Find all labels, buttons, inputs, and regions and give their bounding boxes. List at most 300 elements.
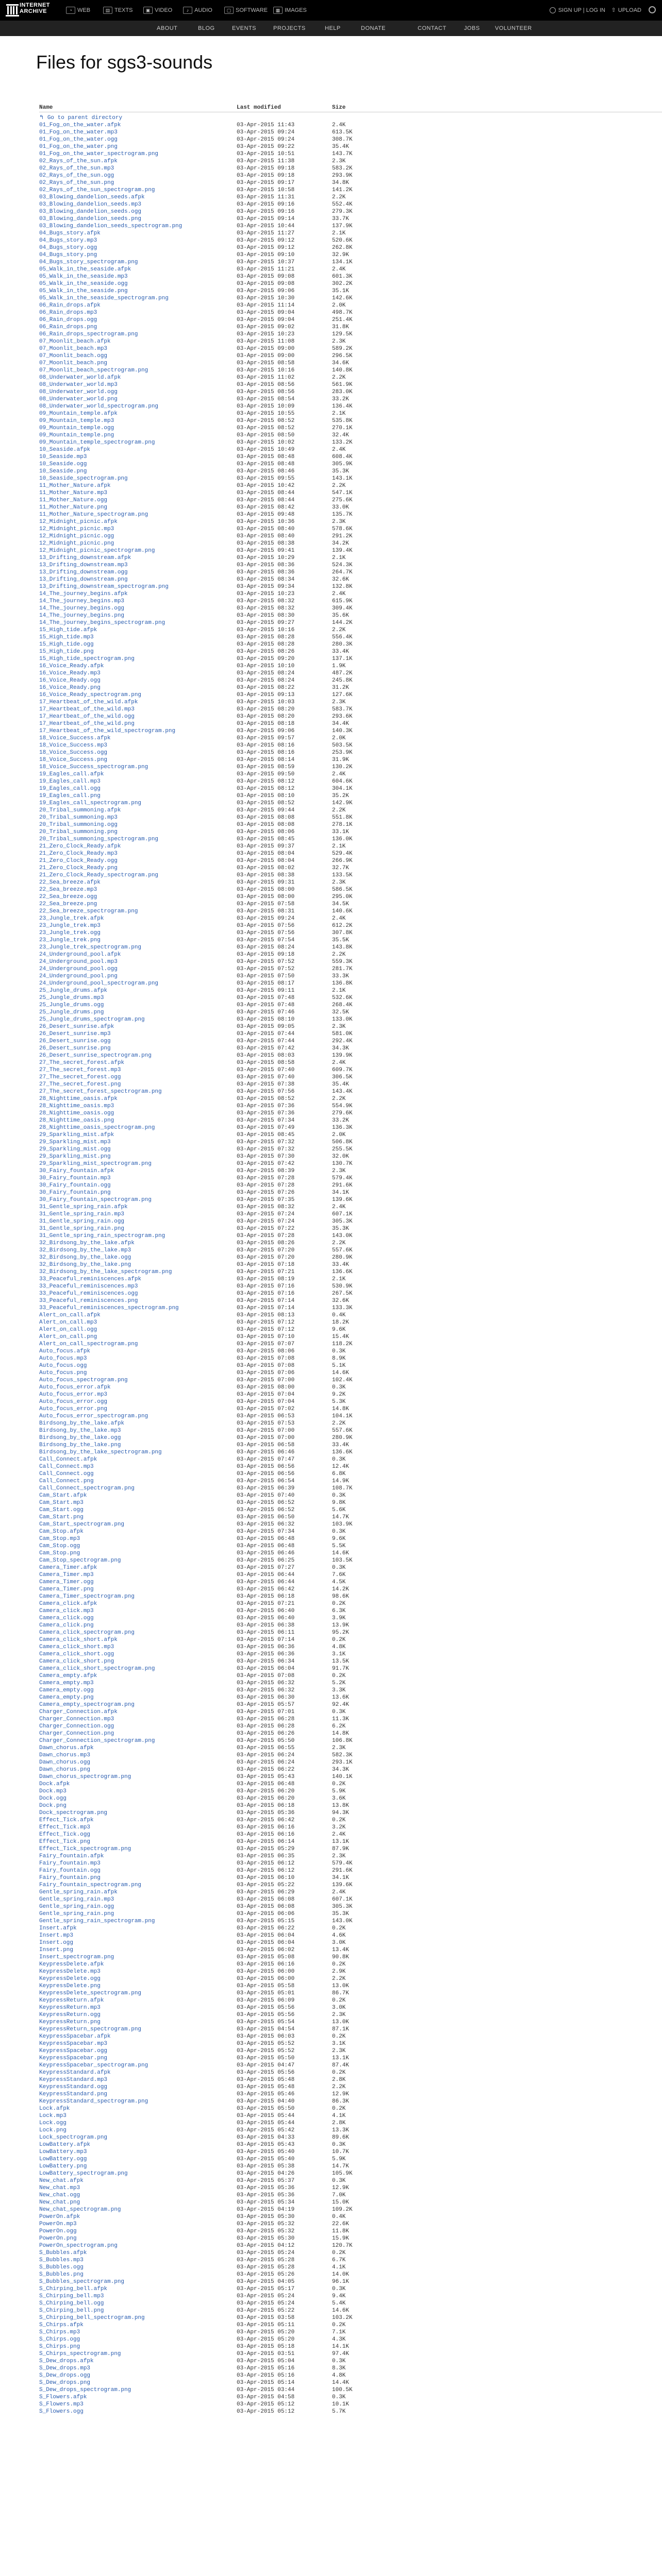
file-name-link[interactable]: 25_Jungle_drums.png xyxy=(39,1009,104,1015)
file-name-link[interactable]: 31_Gentle_spring_rain.afpk xyxy=(39,1204,128,1210)
file-name-link[interactable]: 28_Nighttime_oasis.mp3 xyxy=(39,1103,114,1109)
file-name-link[interactable]: 21_Zero_Clock_Ready.mp3 xyxy=(39,851,118,857)
file-name-link[interactable]: 17_Heartbeat_of_the_wild.mp3 xyxy=(39,706,135,713)
file-name-link[interactable]: 30_Fairy_fountain.afpk xyxy=(39,1168,114,1174)
file-name-link[interactable]: KeypressStandard.ogg xyxy=(39,2084,108,2090)
file-name-link[interactable]: 24_Underground_pool.mp3 xyxy=(39,959,118,965)
file-name-link[interactable]: 27_The_secret_forest.ogg xyxy=(39,1074,121,1080)
file-name-link[interactable]: Camera_click_spectrogram.png xyxy=(39,1630,135,1636)
file-name-link[interactable]: 01_Fog_on_the_water_spectrogram.png xyxy=(39,151,159,157)
file-name-link[interactable]: Cam_Start.mp3 xyxy=(39,1500,84,1506)
file-name-link[interactable]: 22_Sea_breeze.png xyxy=(39,901,97,907)
nav-texts[interactable] xyxy=(103,5,133,15)
file-name-link[interactable]: Alert_on_call_spectrogram.png xyxy=(39,1341,138,1347)
column-header-name[interactable]: Name xyxy=(39,105,53,111)
file-name-link[interactable]: Cam_Stop.mp3 xyxy=(39,1536,80,1542)
file-name-link[interactable]: 22_Sea_breeze_spectrogram.png xyxy=(39,908,138,914)
file-name-link[interactable]: KeypressReturn_spectrogram.png xyxy=(39,2026,142,2032)
file-name-link[interactable]: Birdsong_by_the_lake.png xyxy=(39,1442,121,1448)
file-name-link[interactable]: 13_Drifting_downstream.png xyxy=(39,577,128,583)
file-name-link[interactable]: 21_Zero_Clock_Ready.ogg xyxy=(39,858,118,864)
file-name-link[interactable]: 11_Mother_Nature_spectrogram.png xyxy=(39,512,148,518)
file-name-link[interactable]: Alert_on_call.ogg xyxy=(39,1327,97,1333)
file-name-link[interactable]: 11_Mother_Nature.png xyxy=(39,504,108,511)
file-name-link[interactable]: Camera_click_short.mp3 xyxy=(39,1644,114,1650)
file-name-link[interactable]: 09_Mountain_temple.mp3 xyxy=(39,418,114,424)
file-name-link[interactable]: 10_Seaside.afpk xyxy=(39,447,91,453)
file-name-link[interactable]: 04_Bugs_story.ogg xyxy=(39,245,97,251)
file-name-link[interactable]: 15_High_tide.png xyxy=(39,649,94,655)
file-name-link[interactable]: Insert.ogg xyxy=(39,1940,74,1946)
file-name-link[interactable]: Camera_empty.ogg xyxy=(39,1687,94,1693)
file-name-link[interactable]: Alert_on_call.png xyxy=(39,1334,97,1340)
file-name-link[interactable]: Lock.afpk xyxy=(39,2106,70,2112)
file-name-link[interactable]: Auto_focus_error.mp3 xyxy=(39,1392,108,1398)
file-name-link[interactable]: Fairy_fountain.ogg xyxy=(39,1868,101,1874)
file-name-link[interactable]: Fairy_fountain_spectrogram.png xyxy=(39,1882,142,1888)
file-name-link[interactable]: Cam_Start.afpk xyxy=(39,1493,87,1499)
file-name-link[interactable]: 02_Rays_of_the_sun.ogg xyxy=(39,173,114,179)
file-name-link[interactable]: 03_Blowing_dandelion_seeds.afpk xyxy=(39,194,145,200)
file-name-link[interactable]: 30_Fairy_fountain_spectrogram.png xyxy=(39,1197,152,1203)
column-header-last-modified[interactable]: Last modified xyxy=(237,105,281,111)
file-name-link[interactable]: 28_Nighttime_oasis.ogg xyxy=(39,1110,114,1116)
file-name-link[interactable]: 12_Midnight_picnic_spectrogram.png xyxy=(39,548,155,554)
subnav-contact[interactable]: CONTACT xyxy=(418,25,446,31)
file-name-link[interactable]: 08_Underwater_world.png xyxy=(39,396,118,402)
file-name-link[interactable]: 29_Sparkling_mist.mp3 xyxy=(39,1139,111,1145)
column-header-size[interactable]: Size xyxy=(332,105,346,111)
file-name-link[interactable]: Dock.afpk xyxy=(39,1781,70,1787)
file-name-link[interactable]: 13_Drifting_downstream_spectrogram.png xyxy=(39,584,169,590)
file-name-link[interactable]: Auto_focus.afpk xyxy=(39,1348,91,1354)
file-name-link[interactable]: 31_Gentle_spring_rain.ogg xyxy=(39,1218,125,1225)
file-name-link[interactable]: 20_Tribal_summoning.ogg xyxy=(39,822,118,828)
file-name-link[interactable]: 31_Gentle_spring_rain.png xyxy=(39,1226,125,1232)
file-name-link[interactable]: 15_High_tide.ogg xyxy=(39,641,94,648)
file-name-link[interactable]: Auto_focus.mp3 xyxy=(39,1355,87,1362)
file-name-link[interactable]: 32_Birdsong_by_the_lake_spectrogram.png xyxy=(39,1269,172,1275)
file-name-link[interactable]: Lock.mp3 xyxy=(39,2113,67,2119)
file-name-link[interactable]: 11_Mother_Nature.afpk xyxy=(39,483,111,489)
file-name-link[interactable]: 05_Walk_in_the_seaside.mp3 xyxy=(39,274,128,280)
file-name-link[interactable]: S_Dew_drops.mp3 xyxy=(39,2365,91,2371)
file-name-link[interactable]: 15_High_tide_spectrogram.png xyxy=(39,656,135,662)
file-name-link[interactable]: S_Chirping_bell.afpk xyxy=(39,2286,108,2292)
file-name-link[interactable]: 02_Rays_of_the_sun.png xyxy=(39,180,114,186)
nav-audio[interactable] xyxy=(183,5,212,15)
file-name-link[interactable]: Camera_click_short.ogg xyxy=(39,1651,114,1657)
file-name-link[interactable]: Camera_Timer.mp3 xyxy=(39,1572,94,1578)
file-name-link[interactable]: 17_Heartbeat_of_the_wild_spectrogram.png xyxy=(39,728,176,734)
file-name-link[interactable]: PowerOn.ogg xyxy=(39,2228,77,2234)
file-name-link[interactable]: 05_Walk_in_the_seaside_spectrogram.png xyxy=(39,295,169,301)
file-name-link[interactable]: 24_Underground_pool.afpk xyxy=(39,952,121,958)
file-name-link[interactable]: KeypressReturn.png xyxy=(39,2019,101,2025)
file-name-link[interactable]: 19_Eagles_call_spectrogram.png xyxy=(39,800,142,806)
file-name-link[interactable]: S_Flowers.afpk xyxy=(39,2394,87,2400)
subnav-jobs[interactable]: JOBS xyxy=(464,25,480,31)
file-name-link[interactable]: 14_The_journey_begins_spectrogram.png xyxy=(39,620,166,626)
file-name-link[interactable]: Gentle_spring_rain.png xyxy=(39,1911,114,1917)
file-name-link[interactable]: Cam_Start_spectrogram.png xyxy=(39,1521,125,1528)
file-name-link[interactable]: 24_Underground_pool.png xyxy=(39,973,118,979)
file-name-link[interactable]: 30_Fairy_fountain.ogg xyxy=(39,1182,111,1189)
file-name-link[interactable]: 33_Peaceful_reminiscences.mp3 xyxy=(39,1283,138,1290)
file-name-link[interactable]: 22_Sea_breeze.mp3 xyxy=(39,887,97,893)
file-name-link[interactable]: Camera_Timer.ogg xyxy=(39,1579,94,1585)
file-name-link[interactable]: KeypressSpacebar.ogg xyxy=(39,2048,108,2054)
file-name-link[interactable]: 30_Fairy_fountain.png xyxy=(39,1190,111,1196)
file-name-link[interactable]: 33_Peaceful_reminiscences.afpk xyxy=(39,1276,142,1282)
file-name-link[interactable]: 19_Eagles_call.mp3 xyxy=(39,778,101,785)
file-name-link[interactable]: S_Chirps.mp3 xyxy=(39,2329,80,2335)
file-name-link[interactable]: 26_Desert_sunrise.mp3 xyxy=(39,1031,111,1037)
file-name-link[interactable]: 17_Heartbeat_of_the_wild.afpk xyxy=(39,699,138,705)
file-name-link[interactable]: 25_Jungle_drums.afpk xyxy=(39,988,108,994)
file-name-link[interactable]: 01_Fog_on_the_water.afpk xyxy=(39,122,121,128)
file-name-link[interactable]: 18_Voice_Success.afpk xyxy=(39,735,111,741)
file-name-link[interactable]: 31_Gentle_spring_rain_spectrogram.png xyxy=(39,1233,166,1239)
subnav-about[interactable]: ABOUT xyxy=(157,25,178,31)
file-name-link[interactable]: New_chat_spectrogram.png xyxy=(39,2207,121,2213)
file-name-link[interactable]: 32_Birdsong_by_the_lake.png xyxy=(39,1262,131,1268)
search-icon[interactable] xyxy=(649,6,656,13)
file-name-link[interactable]: Cam_Start.ogg xyxy=(39,1507,84,1513)
file-name-link[interactable]: 15_High_tide.mp3 xyxy=(39,634,94,640)
file-name-link[interactable]: KeypressSpacebar_spectrogram.png xyxy=(39,2062,148,2069)
file-name-link[interactable]: KeypressDelete.ogg xyxy=(39,1976,101,1982)
file-name-link[interactable]: S_Chirps_spectrogram.png xyxy=(39,2351,121,2357)
file-name-link[interactable]: 16_Voice_Ready.afpk xyxy=(39,663,104,669)
file-name-link[interactable]: 29_Sparkling_mist.png xyxy=(39,1154,111,1160)
file-name-link[interactable]: 13_Drifting_downstream.afpk xyxy=(39,555,131,561)
file-name-link[interactable]: Cam_Start.png xyxy=(39,1514,84,1520)
file-name-link[interactable]: S_Chirps.png xyxy=(39,2344,80,2350)
file-name-link[interactable]: S_Flowers.ogg xyxy=(39,2409,84,2415)
file-name-link[interactable]: 27_The_secret_forest_spectrogram.png xyxy=(39,1089,162,1095)
file-name-link[interactable]: Insert_spectrogram.png xyxy=(39,1954,114,1960)
file-name-link[interactable]: 32_Birdsong_by_the_lake.afpk xyxy=(39,1240,135,1246)
file-name-link[interactable]: 21_Zero_Clock_Ready.png xyxy=(39,865,118,871)
file-name-link[interactable]: 20_Tribal_summoning.mp3 xyxy=(39,815,118,821)
file-name-link[interactable]: KeypressDelete.png xyxy=(39,1983,101,1989)
file-name-link[interactable]: 21_Zero_Clock_Ready.afpk xyxy=(39,843,121,850)
file-name-link[interactable]: Birdsong_by_the_lake.afpk xyxy=(39,1420,125,1427)
file-name-link[interactable]: 12_Midnight_picnic.png xyxy=(39,540,114,547)
file-name-link[interactable]: LowBattery.afpk xyxy=(39,2142,91,2148)
file-name-link[interactable]: 27_The_secret_forest.mp3 xyxy=(39,1067,121,1073)
file-name-link[interactable]: Charger_Connection.png xyxy=(39,1731,114,1737)
file-name-link[interactable]: S_Dew_drops_spectrogram.png xyxy=(39,2387,131,2393)
file-name-link[interactable]: 24_Underground_pool_spectrogram.png xyxy=(39,980,159,987)
file-name-link[interactable]: 12_Midnight_picnic.mp3 xyxy=(39,526,114,532)
file-name-link[interactable]: KeypressStandard.png xyxy=(39,2091,108,2097)
file-name-link[interactable]: 03_Blowing_dandelion_seeds.ogg xyxy=(39,209,142,215)
file-name-link[interactable]: 01_Fog_on_the_water.png xyxy=(39,144,118,150)
file-name-link[interactable]: 05_Walk_in_the_seaside.ogg xyxy=(39,281,128,287)
file-name-link[interactable]: 22_Sea_breeze.afpk xyxy=(39,879,101,886)
file-name-link[interactable]: Auto_focus_error_spectrogram.png xyxy=(39,1413,148,1419)
file-name-link[interactable]: 27_The_secret_forest.afpk xyxy=(39,1060,125,1066)
file-name-link[interactable]: Charger_Connection.afpk xyxy=(39,1709,118,1715)
file-name-link[interactable]: KeypressReturn.afpk xyxy=(39,1997,104,2004)
file-name-link[interactable]: KeypressReturn.mp3 xyxy=(39,2005,101,2011)
file-name-link[interactable]: 16_Voice_Ready.png xyxy=(39,685,101,691)
file-name-link[interactable]: 30_Fairy_fountain.mp3 xyxy=(39,1175,111,1181)
file-name-link[interactable]: 23_Jungle_trek.mp3 xyxy=(39,923,101,929)
file-name-link[interactable]: 24_Underground_pool.ogg xyxy=(39,966,118,972)
file-name-link[interactable]: Fairy_fountain.png xyxy=(39,1875,101,1881)
file-name-link[interactable]: Dawn_chorus.mp3 xyxy=(39,1752,91,1758)
file-name-link[interactable]: Camera_click.png xyxy=(39,1622,94,1629)
file-name-link[interactable]: Insert.mp3 xyxy=(39,1933,74,1939)
file-name-link[interactable]: 05_Walk_in_the_seaside.afpk xyxy=(39,266,131,273)
file-name-link[interactable]: 03_Blowing_dandelion_seeds_spectrogram.png xyxy=(39,223,183,229)
file-name-link[interactable]: Camera_empty.mp3 xyxy=(39,1680,94,1686)
file-name-link[interactable]: Dock.png xyxy=(39,1803,67,1809)
file-name-link[interactable]: 02_Rays_of_the_sun.mp3 xyxy=(39,165,114,172)
file-name-link[interactable]: 33_Peaceful_reminiscences_spectrogram.png xyxy=(39,1305,179,1311)
file-name-link[interactable]: New_chat.ogg xyxy=(39,2192,80,2198)
file-name-link[interactable]: Fairy_fountain.afpk xyxy=(39,1853,104,1859)
file-name-link[interactable]: Call_Connect_spectrogram.png xyxy=(39,1485,135,1492)
file-name-link[interactable]: Gentle_spring_rain.mp3 xyxy=(39,1896,114,1903)
file-name-link[interactable]: 02_Rays_of_the_sun.afpk xyxy=(39,158,118,164)
file-name-link[interactable]: 17_Heartbeat_of_the_wild.ogg xyxy=(39,714,135,720)
file-name-link[interactable]: Lock.png xyxy=(39,2127,67,2133)
file-name-link[interactable]: Dawn_chorus.afpk xyxy=(39,1745,94,1751)
file-name-link[interactable]: New_chat.png xyxy=(39,2199,80,2206)
file-name-link[interactable]: Cam_Stop.ogg xyxy=(39,1543,80,1549)
file-name-link[interactable]: 10_Seaside.ogg xyxy=(39,461,87,467)
file-name-link[interactable]: 13_Drifting_downstream.mp3 xyxy=(39,562,128,568)
file-name-link[interactable]: S_Flowers.mp3 xyxy=(39,2401,84,2408)
file-name-link[interactable]: Auto_focus_error.png xyxy=(39,1406,108,1412)
file-name-link[interactable]: 31_Gentle_spring_rain.mp3 xyxy=(39,1211,125,1217)
file-name-link[interactable]: 04_Bugs_story.png xyxy=(39,252,97,258)
file-name-link[interactable]: S_Chirping_bell.mp3 xyxy=(39,2293,104,2299)
file-name-link[interactable]: Camera_click.ogg xyxy=(39,1615,94,1621)
file-name-link[interactable]: Birdsong_by_the_lake.mp3 xyxy=(39,1428,121,1434)
file-name-link[interactable]: 16_Voice_Ready_spectrogram.png xyxy=(39,692,142,698)
file-name-link[interactable]: 03_Blowing_dandelion_seeds.png xyxy=(39,216,142,222)
sign-in-link[interactable] xyxy=(550,5,605,15)
file-name-link[interactable]: KeypressStandard_spectrogram.png xyxy=(39,2098,148,2105)
file-name-link[interactable]: 07_Moonlit_beach.mp3 xyxy=(39,346,108,352)
file-name-link[interactable]: 03_Blowing_dandelion_seeds.mp3 xyxy=(39,201,142,208)
file-name-link[interactable]: 18_Voice_Success.ogg xyxy=(39,750,108,756)
file-name-link[interactable]: 25_Jungle_drums.ogg xyxy=(39,1002,104,1008)
file-name-link[interactable]: 14_The_journey_begins.afpk xyxy=(39,591,128,597)
file-name-link[interactable]: Camera_click_short.png xyxy=(39,1658,114,1665)
subnav-projects[interactable]: PROJECTS xyxy=(273,25,306,31)
file-name-link[interactable]: 28_Nighttime_oasis_spectrogram.png xyxy=(39,1125,155,1131)
file-name-link[interactable]: 27_The_secret_forest.png xyxy=(39,1081,121,1088)
parent-directory-link[interactable] xyxy=(39,114,122,122)
file-name-link[interactable]: 25_Jungle_drums_spectrogram.png xyxy=(39,1016,145,1023)
subnav-blog[interactable]: BLOG xyxy=(198,25,215,31)
file-name-link[interactable]: 06_Rain_drops.mp3 xyxy=(39,310,97,316)
file-name-link[interactable]: Camera_click.mp3 xyxy=(39,1608,94,1614)
subnav-events[interactable]: EVENTS xyxy=(232,25,257,31)
file-name-link[interactable]: 16_Voice_Ready.ogg xyxy=(39,677,101,684)
file-name-link[interactable]: 04_Bugs_story_spectrogram.png xyxy=(39,259,138,265)
file-name-link[interactable]: KeypressDelete.mp3 xyxy=(39,1969,101,1975)
file-name-link[interactable]: Dawn_chorus_spectrogram.png xyxy=(39,1774,131,1780)
file-name-link[interactable]: Camera_Timer_spectrogram.png xyxy=(39,1594,135,1600)
file-name-link[interactable]: Gentle_spring_rain_spectrogram.png xyxy=(39,1918,155,1924)
file-name-link[interactable]: 07_Moonlit_beach.png xyxy=(39,360,108,366)
file-name-link[interactable]: Dock_spectrogram.png xyxy=(39,1810,108,1816)
file-name-link[interactable]: Call_Connect.afpk xyxy=(39,1456,97,1463)
file-name-link[interactable]: Effect_Tick.ogg xyxy=(39,1832,91,1838)
file-name-link[interactable]: Cam_Stop.afpk xyxy=(39,1529,84,1535)
file-name-link[interactable]: Gentle_spring_rain.afpk xyxy=(39,1889,118,1895)
nav-video[interactable] xyxy=(143,5,172,15)
file-name-link[interactable]: LowBattery.mp3 xyxy=(39,2149,87,2155)
file-name-link[interactable]: 11_Mother_Nature.ogg xyxy=(39,497,108,503)
file-name-link[interactable]: KeypressReturn.ogg xyxy=(39,2012,101,2018)
file-name-link[interactable]: 09_Mountain_temple.png xyxy=(39,432,114,438)
file-name-link[interactable]: 06_Rain_drops_spectrogram.png xyxy=(39,331,138,337)
file-name-link[interactable]: 12_Midnight_picnic.afpk xyxy=(39,519,118,525)
file-name-link[interactable]: Alert_on_call.mp3 xyxy=(39,1319,97,1326)
file-name-link[interactable]: Camera_empty_spectrogram.png xyxy=(39,1702,135,1708)
file-name-link[interactable]: KeypressDelete_spectrogram.png xyxy=(39,1990,142,1996)
file-name-link[interactable]: Dawn_chorus.png xyxy=(39,1767,91,1773)
file-name-link[interactable]: 26_Desert_sunrise.png xyxy=(39,1045,111,1052)
file-name-link[interactable]: PowerOn.mp3 xyxy=(39,2221,77,2227)
file-name-link[interactable]: Cam_Stop_spectrogram.png xyxy=(39,1557,121,1564)
file-name-link[interactable]: S_Bubbles.png xyxy=(39,2272,84,2278)
file-name-link[interactable]: 08_Underwater_world.afpk xyxy=(39,375,121,381)
file-name-link[interactable]: LowBattery.ogg xyxy=(39,2156,87,2162)
file-name-link[interactable]: 23_Jungle_trek.ogg xyxy=(39,930,101,936)
file-name-link[interactable]: 09_Mountain_temple_spectrogram.png xyxy=(39,439,155,446)
file-name-link[interactable]: 08_Underwater_world.mp3 xyxy=(39,382,118,388)
file-name-link[interactable]: LowBattery.png xyxy=(39,2163,87,2170)
subnav-volunteer[interactable]: VOLUNTEER xyxy=(495,25,532,31)
file-name-link[interactable]: Dock.ogg xyxy=(39,1795,67,1802)
file-name-link[interactable]: Auto_focus_error.afpk xyxy=(39,1384,111,1391)
file-name-link[interactable]: 19_Eagles_call.png xyxy=(39,793,101,799)
file-name-link[interactable]: Auto_focus.ogg xyxy=(39,1363,87,1369)
file-name-link[interactable]: Cam_Stop.png xyxy=(39,1550,80,1556)
file-name-link[interactable]: 17_Heartbeat_of_the_wild.png xyxy=(39,721,135,727)
file-name-link[interactable]: 05_Walk_in_the_seaside.png xyxy=(39,288,128,294)
file-name-link[interactable]: 26_Desert_sunrise.ogg xyxy=(39,1038,111,1044)
file-name-link[interactable]: 14_The_journey_begins.png xyxy=(39,613,125,619)
file-name-link[interactable]: Camera_empty.png xyxy=(39,1694,94,1701)
file-name-link[interactable]: S_Dew_drops.png xyxy=(39,2380,91,2386)
file-name-link[interactable]: 14_The_journey_begins.mp3 xyxy=(39,598,125,604)
file-name-link[interactable]: 07_Moonlit_beach.afpk xyxy=(39,338,111,345)
file-name-link[interactable]: KeypressSpacebar.afpk xyxy=(39,2033,111,2040)
file-name-link[interactable]: Charger_Connection.mp3 xyxy=(39,1716,114,1722)
file-name-link[interactable]: KeypressStandard.mp3 xyxy=(39,2077,108,2083)
file-name-link[interactable]: Call_Connect.mp3 xyxy=(39,1464,94,1470)
file-name-link[interactable]: Lock.ogg xyxy=(39,2120,67,2126)
file-name-link[interactable]: 14_The_journey_begins.ogg xyxy=(39,605,125,612)
file-name-link[interactable]: 28_Nighttime_oasis.afpk xyxy=(39,1096,118,1102)
file-name-link[interactable]: 06_Rain_drops.png xyxy=(39,324,97,330)
file-name-link[interactable]: Auto_focus_spectrogram.png xyxy=(39,1377,128,1383)
file-name-link[interactable]: 26_Desert_sunrise_spectrogram.png xyxy=(39,1053,152,1059)
file-name-link[interactable]: 18_Voice_Success.png xyxy=(39,757,108,763)
file-name-link[interactable]: 09_Mountain_temple.afpk xyxy=(39,411,118,417)
nav-web[interactable] xyxy=(66,5,90,15)
file-name-link[interactable]: 04_Bugs_story.mp3 xyxy=(39,238,97,244)
file-name-link[interactable]: Insert.png xyxy=(39,1947,74,1953)
file-name-link[interactable]: 18_Voice_Success.mp3 xyxy=(39,742,108,749)
file-name-link[interactable]: 06_Rain_drops.ogg xyxy=(39,317,97,323)
file-name-link[interactable]: 18_Voice_Success_spectrogram.png xyxy=(39,764,148,770)
file-name-link[interactable]: KeypressSpacebar.png xyxy=(39,2055,108,2061)
file-name-link[interactable]: Effect_Tick.afpk xyxy=(39,1817,94,1823)
file-name-link[interactable]: S_Bubbles_spectrogram.png xyxy=(39,2279,125,2285)
file-name-link[interactable]: 19_Eagles_call.afpk xyxy=(39,771,104,777)
file-name-link[interactable]: New_chat.afpk xyxy=(39,2178,84,2184)
file-name-link[interactable]: PowerOn_spectrogram.png xyxy=(39,2243,118,2249)
subnav-donate[interactable]: DONATE xyxy=(361,25,386,31)
file-name-link[interactable]: 07_Moonlit_beach_spectrogram.png xyxy=(39,367,148,374)
file-name-link[interactable]: 08_Underwater_world.ogg xyxy=(39,389,118,395)
file-name-link[interactable]: S_Dew_drops.afpk xyxy=(39,2358,94,2364)
file-name-link[interactable]: 23_Jungle_trek.png xyxy=(39,937,101,943)
file-name-link[interactable]: 13_Drifting_downstream.ogg xyxy=(39,569,128,575)
file-name-link[interactable]: S_Dew_drops.ogg xyxy=(39,2372,91,2379)
file-name-link[interactable]: 26_Desert_sunrise.afpk xyxy=(39,1024,114,1030)
file-name-link[interactable]: 12_Midnight_picnic.ogg xyxy=(39,533,114,539)
file-name-link[interactable]: Auto_focus.png xyxy=(39,1370,87,1376)
file-name-link[interactable]: 20_Tribal_summoning_spectrogram.png xyxy=(39,836,159,842)
file-name-link[interactable]: 10_Seaside.mp3 xyxy=(39,454,87,460)
file-name-link[interactable]: 09_Mountain_temple.ogg xyxy=(39,425,114,431)
file-name-link[interactable]: Lock_spectrogram.png xyxy=(39,2134,108,2141)
file-name-link[interactable]: S_Chirps.ogg xyxy=(39,2336,80,2343)
file-name-link[interactable]: 01_Fog_on_the_water.ogg xyxy=(39,137,118,143)
file-name-link[interactable]: Effect_Tick_spectrogram.png xyxy=(39,1846,131,1852)
file-name-link[interactable]: Camera_Timer.png xyxy=(39,1586,94,1592)
file-name-link[interactable]: 29_Sparkling_mist_spectrogram.png xyxy=(39,1161,152,1167)
file-name-link[interactable]: Camera_empty.afpk xyxy=(39,1673,97,1679)
site-logo-text[interactable] xyxy=(20,2,61,14)
subnav-help[interactable]: HELP xyxy=(325,25,341,31)
file-name-link[interactable]: 01_Fog_on_the_water.mp3 xyxy=(39,129,118,135)
file-name-link[interactable]: Fairy_fountain.mp3 xyxy=(39,1860,101,1867)
file-name-link[interactable]: 15_High_tide.afpk xyxy=(39,627,97,633)
file-name-link[interactable]: LowBattery_spectrogram.png xyxy=(39,2171,128,2177)
file-name-link[interactable]: S_Bubbles.ogg xyxy=(39,2264,84,2270)
file-name-link[interactable]: 10_Seaside.png xyxy=(39,468,87,474)
file-name-link[interactable]: KeypressStandard.afpk xyxy=(39,2070,111,2076)
file-name-link[interactable]: 33_Peaceful_reminiscences.png xyxy=(39,1298,138,1304)
file-name-link[interactable]: 28_Nighttime_oasis.png xyxy=(39,1117,114,1124)
file-name-link[interactable]: PowerOn.afpk xyxy=(39,2214,80,2220)
file-name-link[interactable]: PowerOn.png xyxy=(39,2235,77,2242)
file-name-link[interactable]: 10_Seaside_spectrogram.png xyxy=(39,476,128,482)
file-name-link[interactable]: Charger_Connection.ogg xyxy=(39,1723,114,1730)
file-name-link[interactable]: S_Chirping_bell.png xyxy=(39,2308,104,2314)
upload-button[interactable] xyxy=(611,5,641,15)
file-name-link[interactable]: Call_Connect.png xyxy=(39,1478,94,1484)
file-name-link[interactable]: 07_Moonlit_beach.ogg xyxy=(39,353,108,359)
file-name-link[interactable]: 02_Rays_of_the_sun_spectrogram.png xyxy=(39,187,155,193)
file-name-link[interactable]: Camera_Timer.afpk xyxy=(39,1565,97,1571)
file-name-link[interactable]: New_chat.mp3 xyxy=(39,2185,80,2191)
file-name-link[interactable]: KeypressSpacebar.mp3 xyxy=(39,2041,108,2047)
